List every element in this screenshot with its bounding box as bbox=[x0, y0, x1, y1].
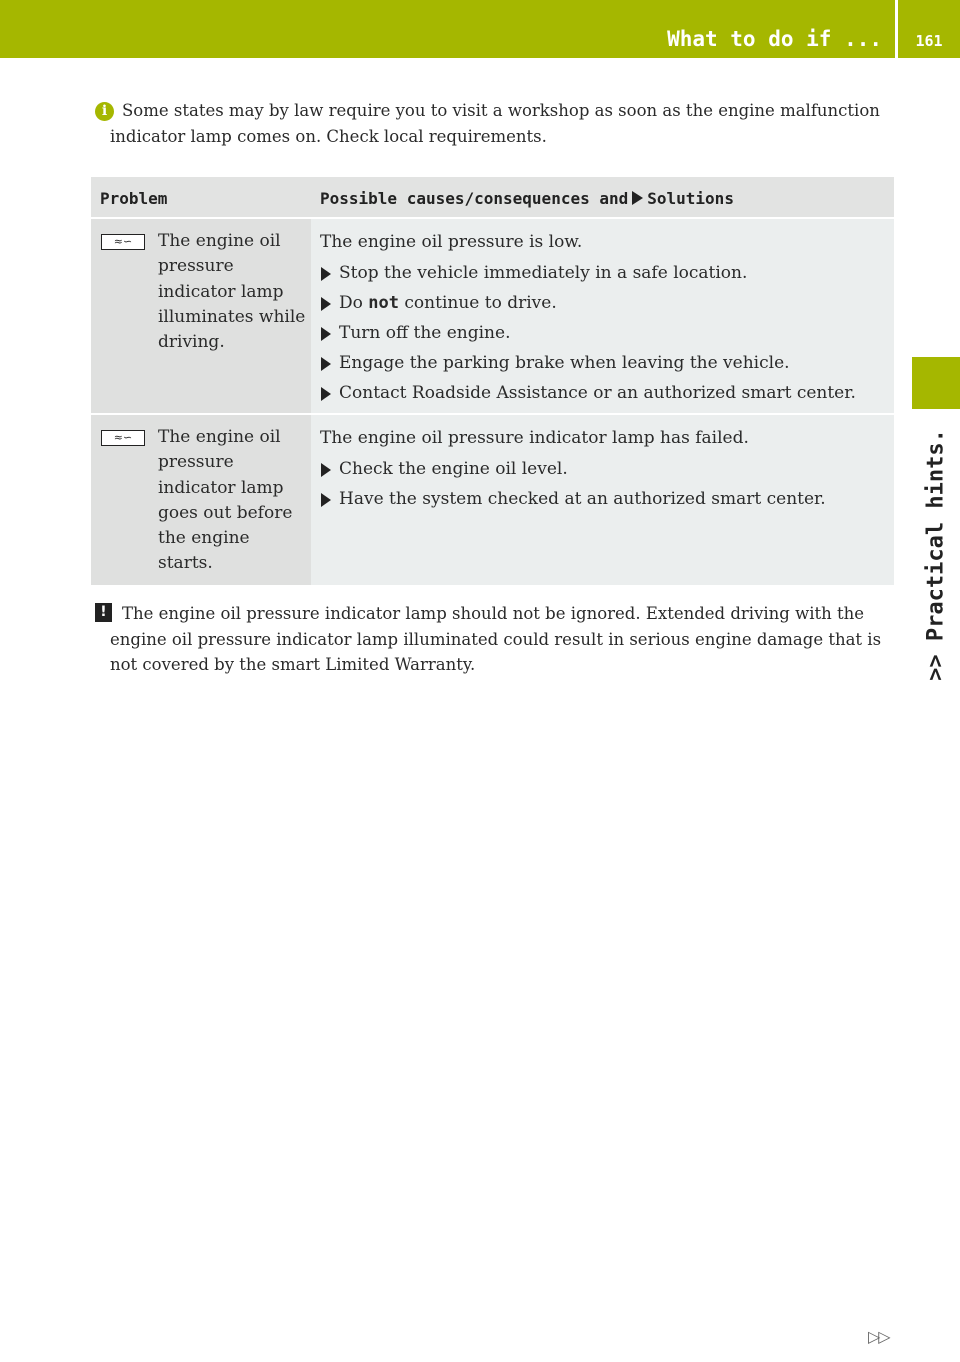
step-arrow-icon bbox=[321, 357, 331, 371]
chapter-title: What to do if ... bbox=[667, 27, 882, 51]
cause-text: The engine oil pressure is low. bbox=[320, 232, 583, 252]
info-note: Some states may by law require you to visit a workshop as soon as the engine malfunction indicator lamp comes on. Check local requirements. bbox=[110, 101, 880, 146]
side-section-text: >> Practical hints. bbox=[923, 429, 949, 681]
info-icon: i bbox=[95, 102, 114, 121]
step-arrow-icon bbox=[321, 297, 331, 311]
step-arrow-icon bbox=[321, 387, 331, 401]
solution-step-text: Contact Roadside Assistance or an authorized smart center. bbox=[339, 383, 856, 403]
solution-step-text: Check the engine oil level. bbox=[339, 459, 568, 479]
solution-step bbox=[320, 290, 894, 316]
problem-text: The engine oil pressure indicator lamp goes out before the engine starts. bbox=[158, 427, 293, 574]
solution-step-text-suffix: continue to drive. bbox=[399, 293, 557, 313]
solution-step-text: Turn off the engine. bbox=[339, 323, 511, 343]
column-header-solutions bbox=[311, 177, 894, 217]
solution-step bbox=[320, 350, 894, 376]
warning-note: The engine oil pressure indicator lamp should not be ignored. Extended driving with the engine oil pressure indicator lamp illuminated could result in serious engine damage that is not covered by the smart Limited Warranty. bbox=[110, 604, 882, 674]
solution-cell bbox=[311, 219, 894, 413]
table-header-row bbox=[91, 177, 894, 219]
emphasis-not: not bbox=[368, 293, 399, 313]
table-row bbox=[91, 415, 894, 585]
continue-arrows-icon: ▷▷ bbox=[868, 1327, 889, 1346]
solution-step-text: Stop the vehicle immediately in a safe location. bbox=[339, 263, 748, 283]
step-arrow-icon bbox=[321, 463, 331, 477]
cause-text: The engine oil pressure indicator lamp has failed. bbox=[320, 428, 749, 448]
column-header-solutions-suffix: Solutions bbox=[647, 189, 734, 208]
solution-step bbox=[320, 486, 894, 512]
page-number: 161 bbox=[915, 32, 943, 50]
solution-step-text: Do bbox=[339, 293, 363, 313]
table-row bbox=[91, 219, 894, 415]
step-arrow-icon bbox=[321, 493, 331, 507]
problem-cell bbox=[91, 219, 311, 413]
problem-text: The engine oil pressure indicator lamp illuminates while driving. bbox=[158, 231, 306, 353]
solution-step bbox=[320, 380, 894, 406]
solution-step bbox=[320, 260, 894, 286]
step-arrow-icon bbox=[321, 267, 331, 281]
solution-step bbox=[320, 320, 894, 346]
oil-pressure-icon: ≈∽ bbox=[101, 430, 145, 446]
solution-step bbox=[320, 456, 894, 482]
solution-cell bbox=[311, 415, 894, 585]
oil-pressure-icon: ≈∽ bbox=[101, 234, 145, 250]
column-header-solutions-prefix: Possible causes/consequences and bbox=[320, 189, 629, 208]
column-header-problem: Problem bbox=[100, 189, 168, 208]
problem-cell bbox=[91, 415, 311, 585]
troubleshooting-table bbox=[91, 177, 894, 585]
side-section-tab bbox=[912, 357, 960, 409]
warning-icon: ! bbox=[95, 603, 112, 622]
arrow-icon bbox=[632, 191, 643, 205]
step-arrow-icon bbox=[321, 327, 331, 341]
solution-step-text: Have the system checked at an authorized smart center. bbox=[339, 489, 826, 509]
solution-step-text: Engage the parking brake when leaving the vehicle. bbox=[339, 353, 790, 373]
